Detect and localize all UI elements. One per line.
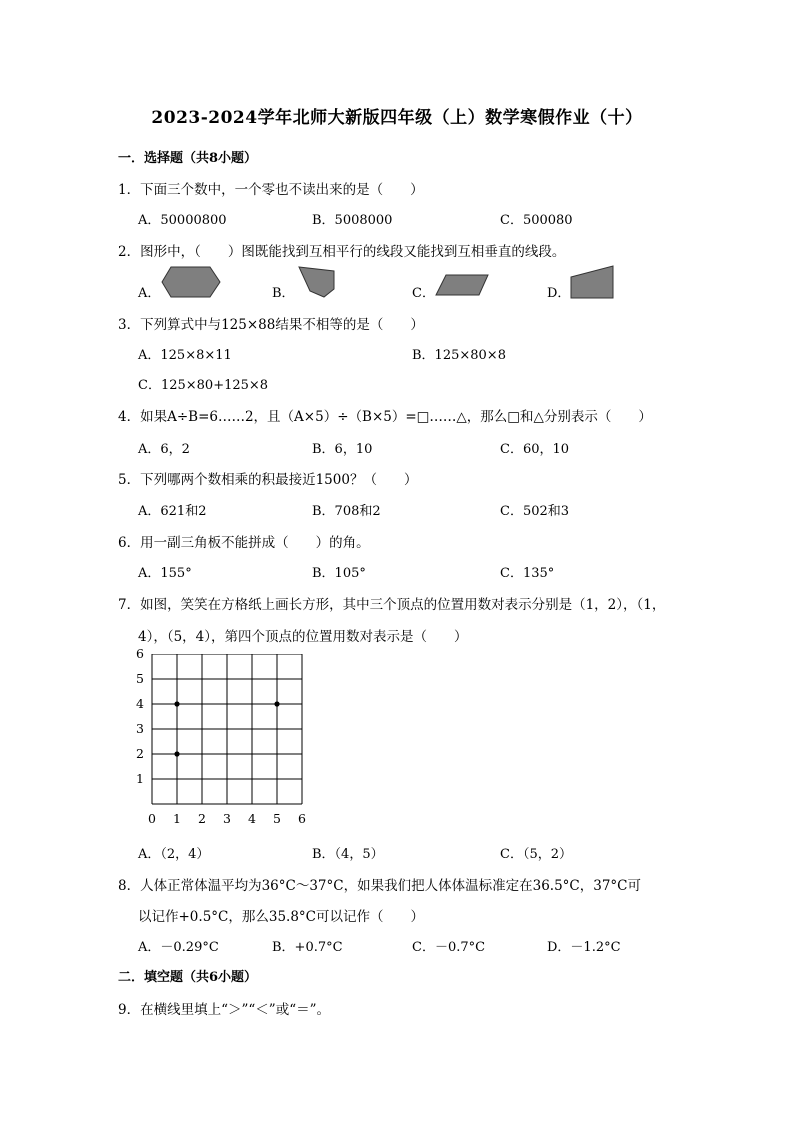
question-2: 2．图形中，（ ）图既能找到互相平行的线段又能找到互相垂直的线段。 [118,244,566,260]
q8-option-d: D．－1.2°C [547,940,621,955]
q8-option-c: C．－0.7°C [412,940,486,955]
coordinate-grid [132,646,312,829]
question-3: 3．下列算式中与125×88结果不相等的是（ ） [118,317,424,333]
q7-option-c: C．（5，2） [500,847,572,862]
y-tick-label: 1 [136,771,144,786]
question-8-line-2: 以记作+0.5°C，那么35.8°C可以记作（ ） [138,909,424,925]
pentagon-icon [296,265,338,299]
x-tick-label: 4 [248,811,256,826]
q4-option-c: C．60，10 [500,442,570,457]
q2-option-b-label: B． [272,286,295,301]
q2-option-d-label: D． [547,286,571,301]
question-4: 4．如果A÷B=6……2，且（A×5）÷（B×5）=□……△，那么□和△分别表示（ ） [118,409,652,425]
section-heading-choice: 一．选择题（共8小题） [118,151,258,166]
grid-point [174,701,179,706]
q2-option-c [412,265,502,301]
page-title: 2023-2024学年北师大新版四年级（上）数学寒假作业（十） [151,108,643,128]
x-tick-label: 0 [148,811,156,826]
x-tick-label: 2 [198,811,206,826]
x-tick-label: 5 [273,811,281,826]
question-7-line-1: 7．如图，笑笑在方格纸上画长方形，其中三个顶点的位置用数对表示分别是（1，2），（1， [118,597,666,613]
question-7-line-2: 4），（5，4），第四个顶点的位置用数对表示是（ ） [138,629,468,645]
q6-option-b: B．105° [312,566,366,581]
q5-option-a: A．621和2 [138,504,207,519]
grid-point [274,701,279,706]
q3-option-b: B．125×80×8 [412,348,506,363]
x-tick-label: 1 [173,811,181,826]
q2-option-a [138,265,228,301]
q2-option-c-label: C． [412,286,435,301]
q2-option-d [547,265,627,301]
q2-option-b [272,265,342,301]
q1-option-a: A．50000800 [138,213,227,228]
x-tick-label: 6 [298,811,306,826]
question-8-line-1: 8．人体正常体温平均为36°C～37°C，如果我们把人体体温标准定在36.5°C，37°C可 [118,878,641,894]
q1-option-c: C．500080 [500,213,573,228]
q8-option-b: B．+0.7°C [272,940,343,955]
hexagon-icon [160,265,222,299]
q7-option-b: B．（4，5） [312,847,384,862]
grid-lines [132,654,312,806]
y-tick-label: 5 [136,671,144,686]
question-1: 1．下面三个数中，一个零也不读出来的是（ ） [118,182,424,198]
question-5: 5．下列哪两个数相乘的积最接近1500？（ ） [118,472,418,488]
right-trapezoid-icon [569,265,617,301]
q7-option-a: A．（2，4） [138,847,210,862]
q6-option-a: A．155° [138,566,192,581]
q3-option-c: C．125×80+125×8 [138,378,269,393]
question-9: 9．在横线里填上“＞”“＜”或“＝”。 [118,1002,330,1018]
q6-option-c: C．135° [500,566,555,581]
parallelogram-icon [434,265,492,299]
x-tick-label: 3 [223,811,231,826]
q4-option-a: A．6，2 [138,442,190,457]
grid-point [174,751,179,756]
y-tick-label: 3 [136,721,144,736]
q2-option-a-label: A． [138,286,161,301]
q8-option-a: A．－0.29°C [138,940,219,955]
q3-option-a: A．125×8×11 [138,348,232,363]
y-tick-label: 4 [136,696,144,711]
y-tick-label: 6 [136,646,144,661]
y-tick-label: 2 [136,746,144,761]
q4-option-b: B．6，10 [312,442,373,457]
q5-option-c: C．502和3 [500,504,570,519]
question-6: 6．用一副三角板不能拼成（ ）的角。 [118,535,370,551]
section-heading-fill: 二．填空题（共6小题） [118,970,258,985]
q5-option-b: B．708和2 [312,504,381,519]
q1-option-b: B．5008000 [312,213,393,228]
